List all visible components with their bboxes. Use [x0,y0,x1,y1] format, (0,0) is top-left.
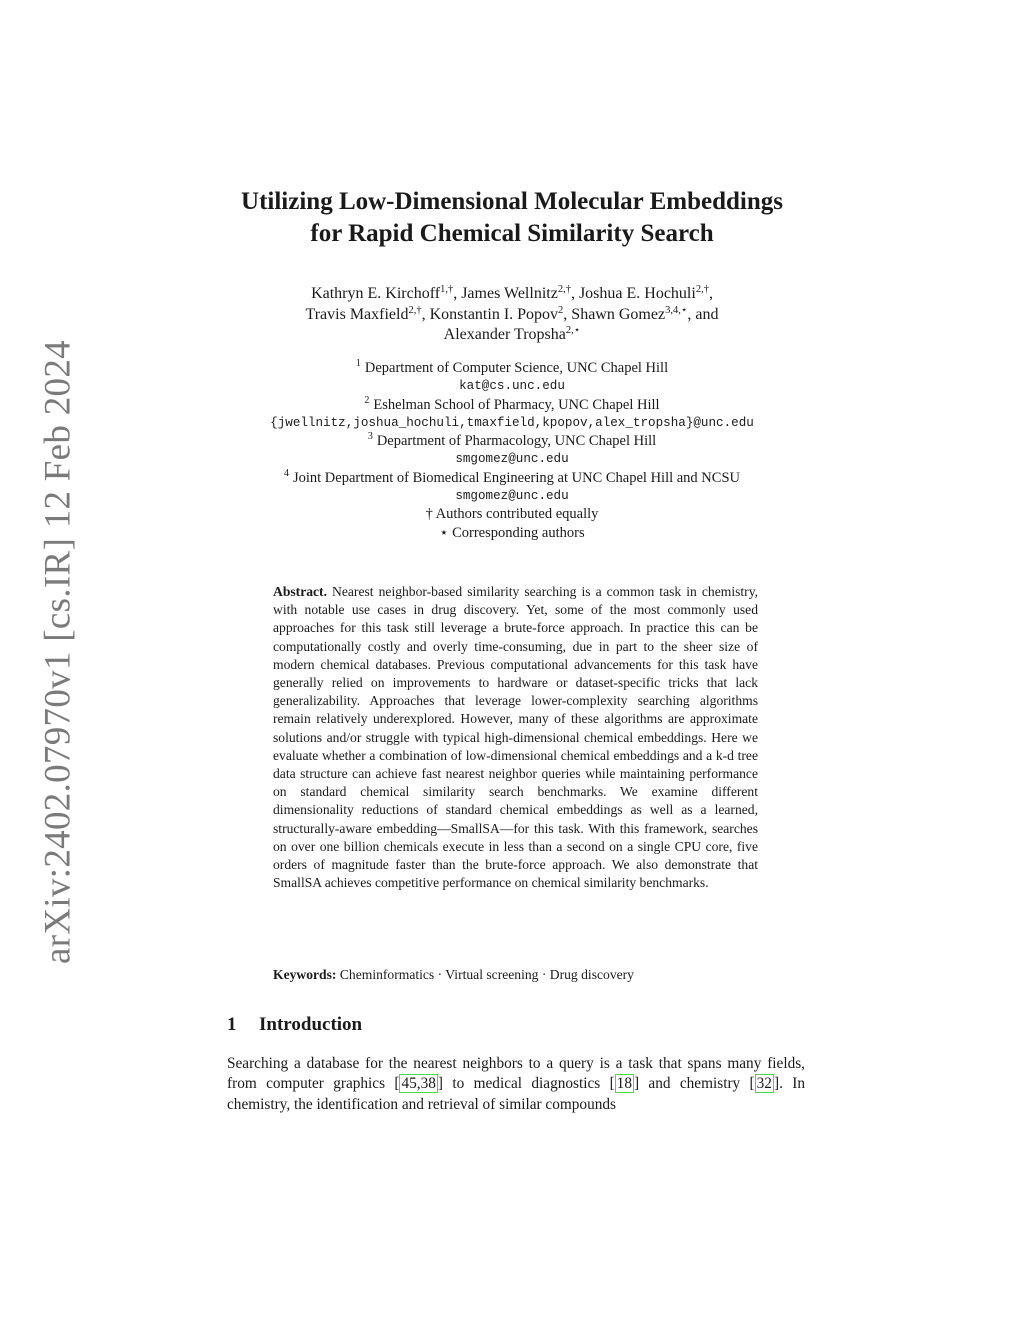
author-name: James Wellnitz [461,285,558,302]
paper-title [0,186,1024,250]
author-line-3 [0,325,1024,346]
author-line-2: Travis Maxfield$^{2,\dagger}$, Konstantin I. Popov$^2$, Shawn Gomez$^{3,4,⋆}$, and [305,304,719,323]
affiliation-1-email[interactable]: kat@cs.unc.edu [459,379,565,394]
arxiv-identifier: arXiv:2402.07970v1 [cs.IR] 12 Feb 2024 [37,340,79,964]
author-name: Alexander Tropsha [443,326,566,343]
affiliations [0,359,1024,542]
abstract [273,583,758,892]
affiliation-1: $^1$ Department of Computer Science, UNC Chapel Hill [355,358,669,376]
affiliation-4: $^4$ Joint Department of Biomedical Engineering at UNC Chapel Hill and NCSU [283,467,740,486]
affiliation-3: $^3$ Department of Pharmacology, UNC Chapel Hill [367,431,657,450]
abstract-label: Abstract. [273,584,327,599]
citation-link[interactable]: 45,38 [401,1075,436,1093]
citation-link[interactable]: 32 [756,1075,772,1093]
author-mark: 2,† [557,284,571,295]
title-line-2: for Rapid Chemical Similarity Search [310,220,714,247]
affiliation-4-email[interactable]: smgomez@unc.edu [455,489,569,504]
author-mark: 2,† [408,304,422,316]
author-mark: 1,† [440,284,454,295]
corresponding-author-note: ⋆ Corresponding authors [439,524,585,541]
author-line-1: Kathryn E. Kirchoff$^{1,\dagger}$, James Wellnitz$^{2,\dagger}$, Joshua E. Hochuli$^{2,\dagger}$, [311,284,713,302]
author-name: Shawn Gomez [571,305,666,323]
title-line-1: Utilizing Low-Dimensional Molecular Embeddings [241,188,783,215]
keywords [273,966,758,984]
author-mark: 2,⋆ [565,325,581,336]
author-mark: 3,4,⋆ [665,304,688,316]
section-number: 1 [227,1014,237,1035]
section-title: Introduction [259,1014,363,1035]
author-name: Travis Maxfield [305,305,409,323]
author-name: Joshua E. Hochuli [578,285,696,302]
citation-link[interactable]: 18 [616,1075,632,1093]
affiliation-2-email[interactable]: {jwellnitz,joshua_hochuli,tmaxfield,kpopov,alex_tropsha}@unc.edu [270,415,754,430]
keywords-text: Cheminformatics · Virtual screening · Drug discovery [339,967,634,982]
affiliation-2: $^2$ Eshelman School of Pharmacy, UNC Chapel Hill [364,394,660,413]
equal-contribution-note: † Authors contributed equally [425,506,599,523]
abstract-text: Nearest neighbor-based similarity searching is a common task in chemistry, with notable use cases in drug discovery. Yet, some of the most commonly used approaches for this task still leverage a brute-force approach. In practice this can be computationally costly and overly time-consuming, due in part to the sheer size of modern chemical databases. Previous computational advancements for this task have generally relied on improvements to hardware or dataset-specific tricks that lack generalizability. Approaches that leverage lower-complexity searching algorithms remain relatively underexplored. However, many of these algorithms are approximate solutions and/or struggle with typical high-dimensional chemical embeddings. Here we evaluate whether a combination of low-dimensional chemical embeddings and a k-d tree data structure can achieve fast nearest neighbor queries while maintaining performance on standard chemical similarity search benchmarks. We examine different dimensionality reductions of standard chemical embeddings as well as a learned, structurally-aware embedding—SmallSA—for this task. With this framework, searches on over one billion chemicals execute in less than a second on a single CPU core, five orders of magnitude faster than the brute-force approach. We also demonstrate that SmallSA achieves competitive performance on chemical similarity benchmarks. [273,584,759,891]
author-list [0,284,1024,346]
intro-paragraph: Searching a database for the nearest neighbors to a query is a task that spans many fields, from computer graphics [ 45,38 ] to medical diagnostics [ 18 ] and chemistry [ 32 ]. In chemistry, the identification and retrieval of similar compounds [227,1055,805,1113]
author-name: Kathryn E. Kirchoff [311,285,441,302]
affiliation-3-email[interactable]: smgomez@unc.edu [455,452,569,467]
author-mark: 2,† [695,284,709,295]
section-heading [227,1014,362,1036]
keywords-label: Keywords: [273,967,337,982]
author-name: Konstantin I. Popov [429,305,559,323]
author-mark: 2 [558,304,564,316]
